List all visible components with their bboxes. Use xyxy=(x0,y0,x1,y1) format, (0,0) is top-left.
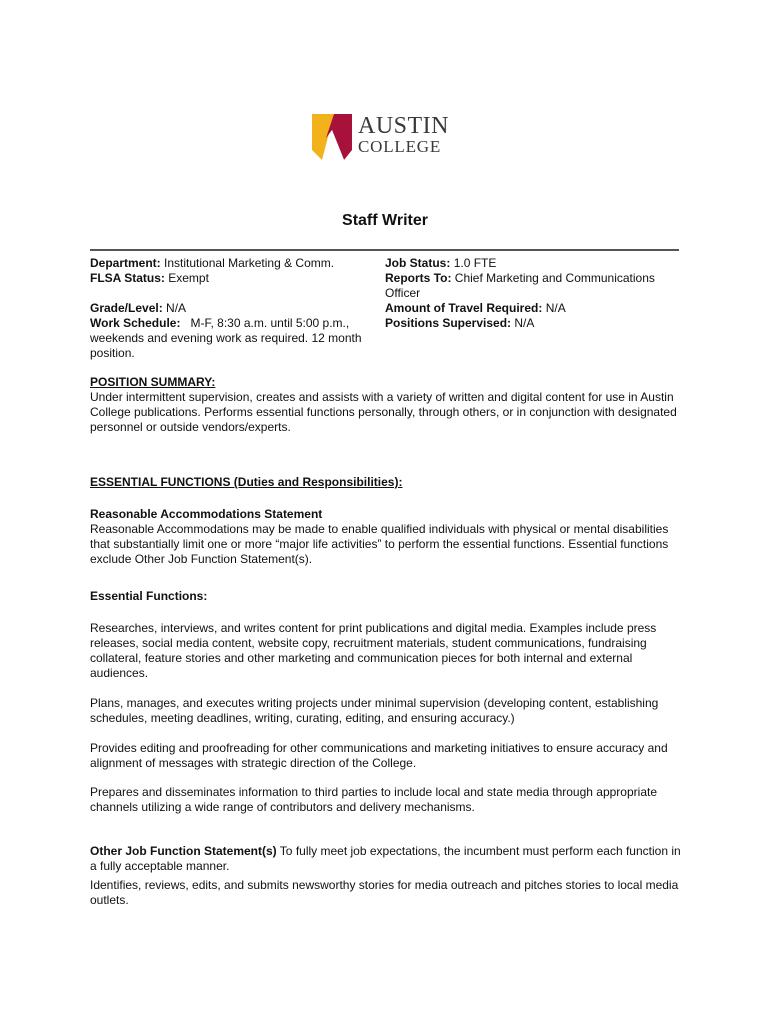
schedule-value: M-F, 8:30 a.m. until 5:00 p.m., weekends and evening work as required. 12 month position. xyxy=(90,316,362,360)
details-right-column xyxy=(385,256,679,331)
department-row xyxy=(90,256,382,271)
grade-row xyxy=(90,301,382,316)
essential-function-text: Researches, interviews, and writes content for print publications and digital media. Examples include press releases, social media content, website copy, recruitment materials, student communications, fundraising collateral, feature stories and other marketing and communication pieces for both internal and external audiences. xyxy=(90,621,657,680)
travel-row xyxy=(385,301,679,316)
essential-function-text: Plans, manages, and executes writing projects under minimal supervision (developing content, establishing schedules, meeting deadlines, writing, curating, editing, and ensuring accuracy.) xyxy=(90,696,659,725)
flsa-row xyxy=(90,271,382,286)
travel-value: N/A xyxy=(545,301,566,315)
reasonable-accommodations-section xyxy=(90,507,682,567)
department-value: Institutional Marketing & Comm. xyxy=(164,256,335,270)
austin-college-logo xyxy=(312,114,460,160)
reports-to-label: Reports To: xyxy=(385,271,452,285)
supervised-label: Positions Supervised: xyxy=(385,316,512,330)
essential-function-item xyxy=(90,741,682,771)
logo-mark-icon xyxy=(312,114,352,160)
details-left-column xyxy=(90,256,382,361)
essential-function-item xyxy=(90,696,682,726)
ef-heading: Essential Functions: xyxy=(90,589,208,603)
flsa-label: FLSA Status: xyxy=(90,271,165,285)
ef-heading-block xyxy=(90,589,682,604)
essential-function-text: Provides editing and proofreading for other communications and marketing initiatives to ensure accuracy and alignment of messages with strategic direction of the College. xyxy=(90,741,668,770)
job-status-label: Job Status: xyxy=(385,256,451,270)
page-title: Staff Writer xyxy=(342,212,428,229)
essential-functions-heading-block xyxy=(90,475,682,490)
position-summary-text: Under intermittent supervision, creates and assists with a variety of written and digital content for use in Austin College publications. Performs essential functions personally, through others, or in conjunction with designated personnel or outside vendors/experts. xyxy=(90,390,677,434)
supervised-row xyxy=(385,316,679,331)
title-divider xyxy=(90,249,679,251)
other-job-function-paragraph xyxy=(90,844,682,874)
grade-value: N/A xyxy=(166,301,187,315)
other-job-function-item: Identifies, reviews, edits, and submits newsworthy stories for media outreach and pitches stories to local media outlets. xyxy=(90,878,679,907)
essential-function-item xyxy=(90,785,682,815)
essential-function-text: Prepares and disseminates information to third parties to include local and state media through appropriate channels utilizing a wide range of contributors and delivery mechanisms. xyxy=(90,785,657,814)
reports-to-value: Chief Marketing and Communications Officer xyxy=(385,271,655,300)
grade-label: Grade/Level: xyxy=(90,301,163,315)
job-status-row xyxy=(385,256,679,271)
schedule-label: Work Schedule: xyxy=(90,316,181,330)
ra-heading: Reasonable Accommodations Statement xyxy=(90,507,323,521)
other-job-function-section xyxy=(90,844,682,908)
flsa-value: Exempt xyxy=(168,271,209,285)
other-job-function-text: To fully meet job expectations, the incumbent must perform each function in a fully acceptable manner. xyxy=(90,844,681,873)
position-summary-heading: POSITION SUMMARY: xyxy=(90,375,216,389)
essential-function-item xyxy=(90,621,682,681)
position-summary-section xyxy=(90,375,682,435)
ra-text: Reasonable Accommodations may be made to enable qualified individuals with physical or mental disabilities that substantially limit one or more “major life activities” to perform the essential functions. Essential functions exclude Other Job Function Statement(s). xyxy=(90,522,669,566)
reports-to-row xyxy=(385,271,679,301)
other-job-function-label: Other Job Function Statement(s) xyxy=(90,844,277,858)
travel-label: Amount of Travel Required: xyxy=(385,301,543,315)
essential-functions-heading: ESSENTIAL FUNCTIONS (Duties and Responsibilities): xyxy=(90,475,403,489)
logo-word-college: COLLEGE xyxy=(358,137,442,156)
logo-word-austin: AUSTIN xyxy=(358,113,449,139)
schedule-row xyxy=(90,316,382,361)
department-label: Department: xyxy=(90,256,161,270)
supervised-value: N/A xyxy=(514,316,535,330)
job-status-value: 1.0 FTE xyxy=(453,256,497,270)
